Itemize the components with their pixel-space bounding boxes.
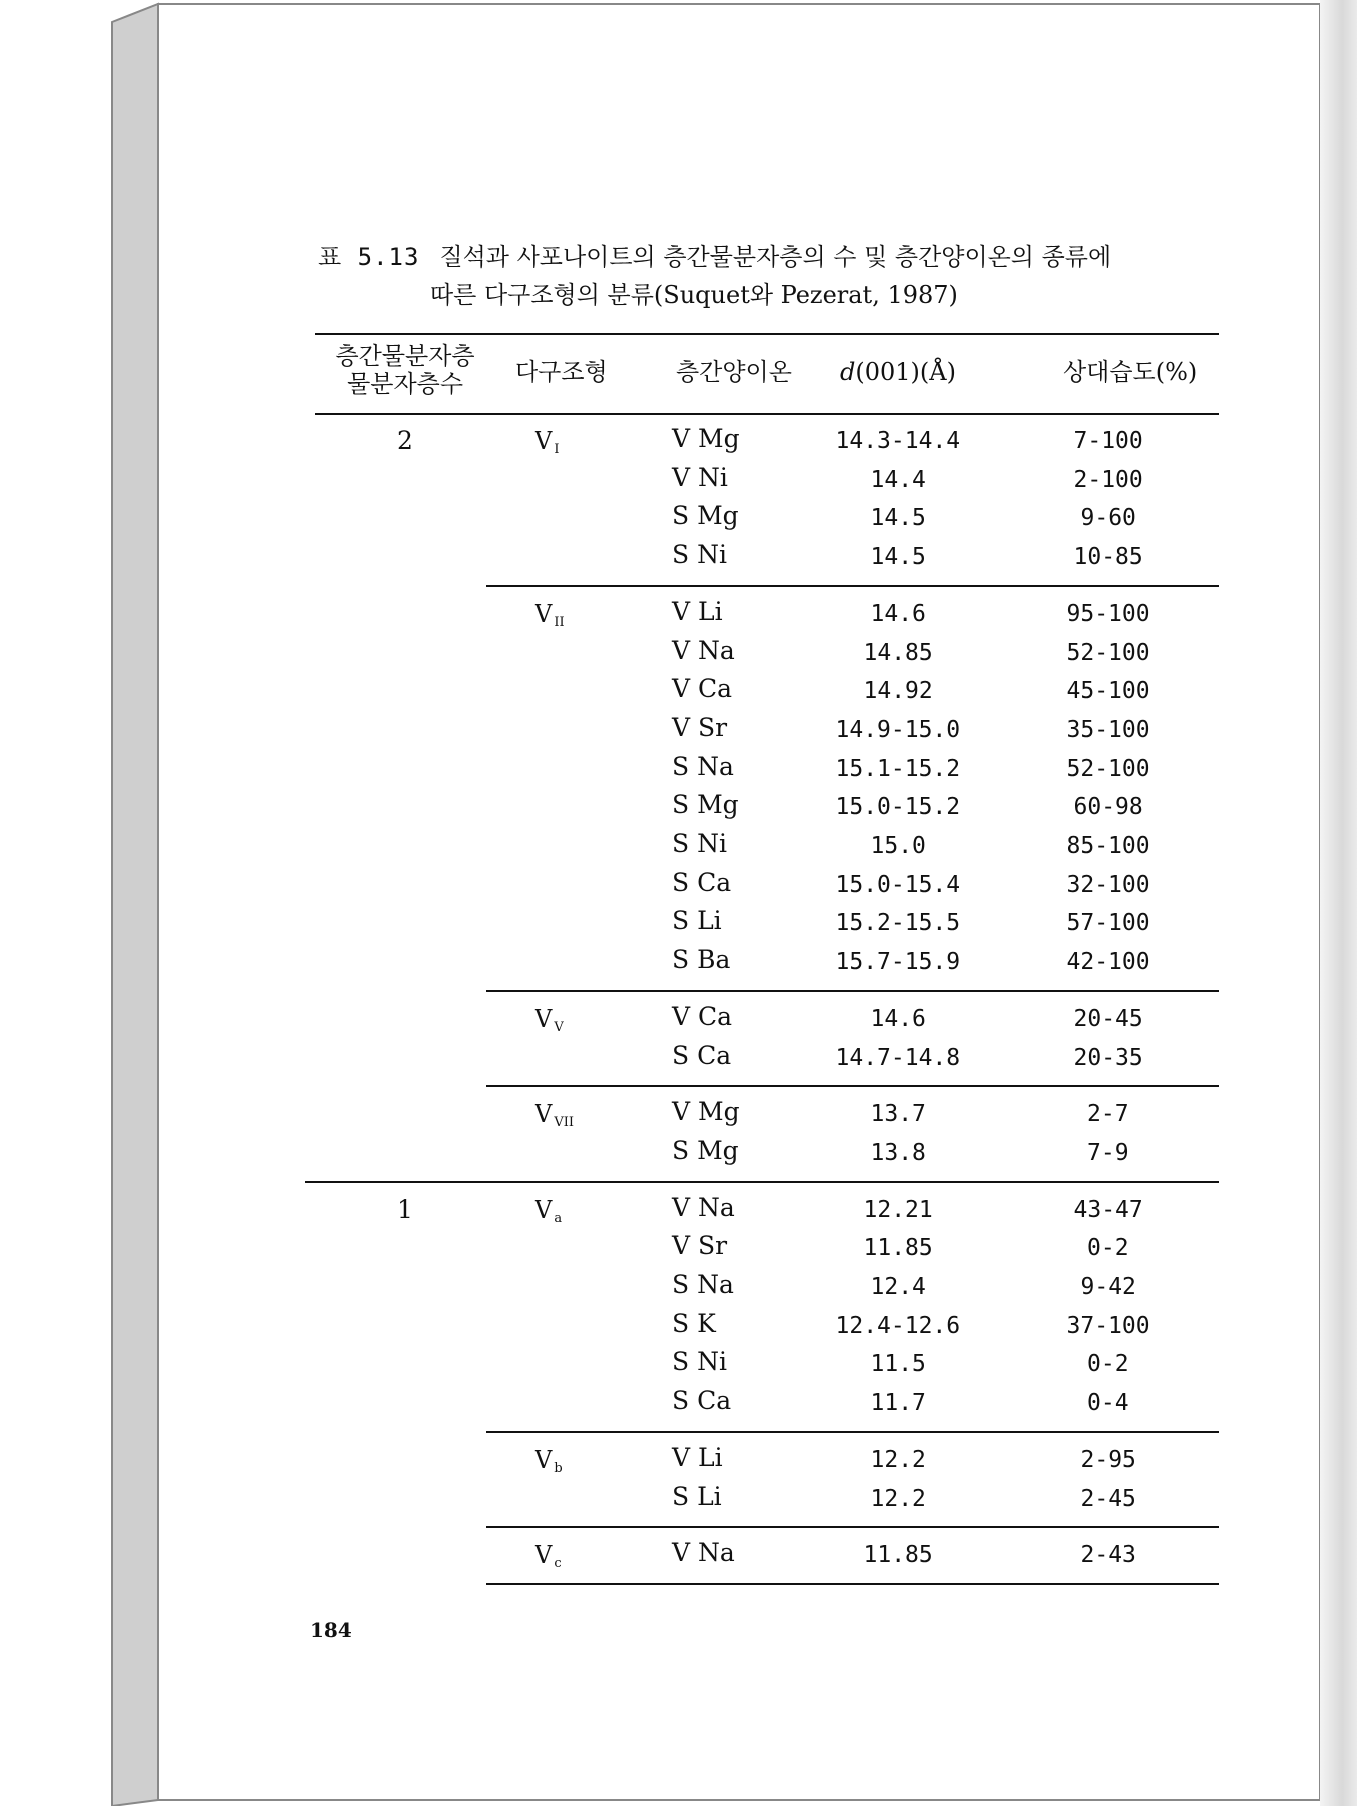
- humidity-cell: 2-95: [1080, 1446, 1136, 1473]
- layers-count: 1: [397, 1194, 413, 1224]
- cation-cell: V Ca: [672, 1001, 733, 1031]
- subgroup-divider-rule: [486, 1526, 1219, 1528]
- d-spacing-cell: 14.92: [863, 678, 933, 705]
- d-spacing-cell: 15.2-15.5: [835, 910, 961, 937]
- header-d001-symbol: d: [840, 358, 856, 386]
- d-spacing-cell: 14.85: [863, 639, 933, 666]
- humidity-cell: 37-100: [1066, 1312, 1150, 1339]
- humidity-cell: 9-42: [1080, 1274, 1136, 1300]
- humidity-cell: 52-100: [1066, 639, 1150, 666]
- cation-cell: V Sr: [672, 1231, 728, 1261]
- humidity-cell: 0-2: [1087, 1351, 1129, 1378]
- d-spacing-cell: 15.0-15.4: [835, 871, 961, 898]
- cation-cell: S Mg: [672, 790, 739, 820]
- page-edge: [1320, 0, 1357, 1806]
- humidity-cell: 7-9: [1087, 1139, 1129, 1166]
- subgroup-divider-rule: [486, 990, 1219, 992]
- polytype-subscript: b: [554, 1460, 563, 1476]
- polytype-subscript: V: [554, 1019, 564, 1035]
- header-d001: [840, 357, 956, 387]
- header-d001-index: (001)(Å): [855, 358, 956, 386]
- humidity-cell: 42-100: [1066, 949, 1150, 976]
- cation-cell: V Na: [672, 1192, 735, 1222]
- humidity-cell: 2-43: [1080, 1542, 1136, 1569]
- humidity-cell: 20-35: [1073, 1044, 1143, 1071]
- cation-cell: S Na: [672, 1270, 734, 1299]
- cation-cell: S Ni: [672, 540, 727, 570]
- humidity-cell: 32-100: [1066, 871, 1150, 898]
- polytype-symbol: V: [535, 1445, 553, 1474]
- d-spacing-cell: 12.4-12.6: [835, 1312, 961, 1339]
- d-spacing-cell: 14.5: [870, 505, 926, 532]
- polytype-symbol: V: [535, 427, 553, 455]
- humidity-cell: 7-100: [1073, 428, 1143, 454]
- polytype-symbol: V: [535, 599, 553, 628]
- cation-cell: V Ca: [672, 674, 733, 704]
- cation-cell: S Ni: [672, 829, 727, 858]
- d-spacing-cell: 13.7: [870, 1101, 926, 1128]
- humidity-cell: 2-7: [1087, 1101, 1129, 1128]
- d-spacing-cell: 14.7-14.8: [835, 1044, 961, 1071]
- d-spacing-cell: 14.4: [870, 466, 926, 493]
- caption-line1: 질석과 사포나이트의 층간물분자층의 수 및 층간양이온의 종류에: [439, 243, 1112, 271]
- polytype-subscript: a: [554, 1210, 563, 1226]
- header-water-layers-line2: 물분자층수: [347, 370, 464, 398]
- page-number: 184: [310, 1618, 352, 1642]
- d-spacing-cell: 11.85: [863, 1235, 933, 1262]
- d-spacing-cell: 12.2: [870, 1446, 926, 1473]
- humidity-cell: 9-60: [1080, 505, 1136, 532]
- cation-cell: S Mg: [672, 1135, 739, 1165]
- humidity-cell: 95-100: [1066, 600, 1150, 627]
- humidity-cell: 2-45: [1080, 1485, 1136, 1512]
- humidity-cell: 10-85: [1073, 544, 1143, 571]
- layers-count: 2: [397, 426, 413, 455]
- polytype-label: [535, 1540, 562, 1579]
- polytype-subscript: II: [554, 614, 565, 630]
- d-spacing-cell: 15.1-15.2: [835, 755, 961, 782]
- caption-line2: 따른 다구조형의 분류(Suquet와 Pezerat, 1987): [430, 281, 958, 309]
- group-divider-rule: [305, 1181, 1219, 1183]
- humidity-cell: 85-100: [1066, 833, 1150, 859]
- polytype-symbol: V: [535, 1004, 553, 1033]
- cation-cell: S Ca: [672, 867, 732, 897]
- humidity-cell: 35-100: [1066, 716, 1150, 743]
- cation-cell: S Ni: [672, 1347, 727, 1377]
- cation-cell: S Li: [672, 1481, 722, 1511]
- cation-cell: S Ca: [672, 1386, 732, 1416]
- polytype-symbol: V: [535, 1541, 553, 1570]
- humidity-cell: 57-100: [1066, 910, 1150, 937]
- humidity-cell: 0-4: [1087, 1390, 1129, 1417]
- cation-cell: S K: [672, 1308, 716, 1338]
- polytype-label: [535, 426, 559, 465]
- caption-label: 표 5.13: [318, 243, 420, 271]
- table-caption: [318, 238, 1230, 314]
- table-bottom-rule: [486, 1583, 1219, 1585]
- d-spacing-cell: 11.7: [870, 1390, 926, 1417]
- d-spacing-cell: 14.6: [870, 600, 926, 627]
- polytype-symbol: V: [535, 1100, 553, 1129]
- header-cation: 층간양이온: [676, 358, 792, 386]
- cation-cell: V Li: [672, 1442, 723, 1472]
- d-spacing-cell: 12.4: [870, 1274, 926, 1300]
- polytype-subscript: I: [554, 442, 560, 457]
- polytype-symbol: V: [535, 1195, 553, 1224]
- humidity-cell: 2-100: [1073, 466, 1143, 493]
- d-spacing-cell: 14.6: [870, 1005, 926, 1032]
- cation-cell: S Na: [672, 751, 734, 781]
- cation-cell: V Ni: [672, 462, 728, 492]
- subgroup-divider-rule: [486, 1085, 1219, 1087]
- polytype-label: [535, 1195, 562, 1234]
- d-spacing-cell: 11.85: [863, 1542, 933, 1569]
- header-bottom-rule: [315, 413, 1219, 415]
- polytype-subscript: c: [554, 1556, 562, 1572]
- cation-cell: V Sr: [672, 712, 728, 742]
- polytype-label: [535, 1099, 574, 1138]
- cation-cell: V Mg: [672, 1097, 740, 1127]
- d-spacing-cell: 15.7-15.9: [835, 949, 961, 976]
- humidity-cell: 0-2: [1087, 1235, 1129, 1262]
- d-spacing-cell: 11.5: [870, 1351, 926, 1378]
- cation-cell: S Li: [672, 906, 722, 936]
- d-spacing-cell: 12.2: [870, 1485, 926, 1512]
- d-spacing-cell: 12.21: [863, 1196, 933, 1223]
- cation-cell: V Na: [672, 635, 735, 665]
- cation-cell: S Mg: [672, 501, 739, 531]
- polytype-label: [535, 1445, 563, 1484]
- d-spacing-cell: 15.0: [870, 833, 926, 859]
- polytype-label: [535, 1004, 564, 1043]
- subgroup-divider-rule: [486, 585, 1219, 587]
- humidity-cell: 20-45: [1073, 1005, 1143, 1032]
- d-spacing-cell: 14.5: [870, 544, 926, 571]
- polytype-subscript: VII: [554, 1115, 575, 1131]
- header-water-layers: [336, 342, 475, 398]
- cation-cell: V Mg: [672, 424, 740, 453]
- humidity-cell: 43-47: [1073, 1196, 1143, 1223]
- d-spacing-cell: 14.3-14.4: [835, 428, 961, 454]
- cation-cell: V Li: [672, 596, 723, 626]
- cation-cell: V Na: [672, 1538, 735, 1568]
- cation-cell: S Ba: [672, 945, 731, 975]
- humidity-cell: 60-98: [1073, 794, 1143, 821]
- header-humidity: 상대습도(%): [1063, 358, 1198, 386]
- d-spacing-cell: 13.8: [870, 1139, 926, 1166]
- cation-cell: S Ca: [672, 1040, 732, 1070]
- d-spacing-cell: 14.9-15.0: [835, 716, 961, 743]
- header-polytype: 다구조형: [515, 358, 608, 386]
- subgroup-divider-rule: [486, 1431, 1219, 1433]
- table-top-rule: [315, 333, 1219, 335]
- d-spacing-cell: 15.0-15.2: [835, 794, 961, 821]
- polytype-label: [535, 599, 565, 638]
- header-water-layers-line1: 층간물분자층: [335, 342, 475, 370]
- humidity-cell: 45-100: [1066, 678, 1150, 705]
- humidity-cell: 52-100: [1066, 755, 1150, 782]
